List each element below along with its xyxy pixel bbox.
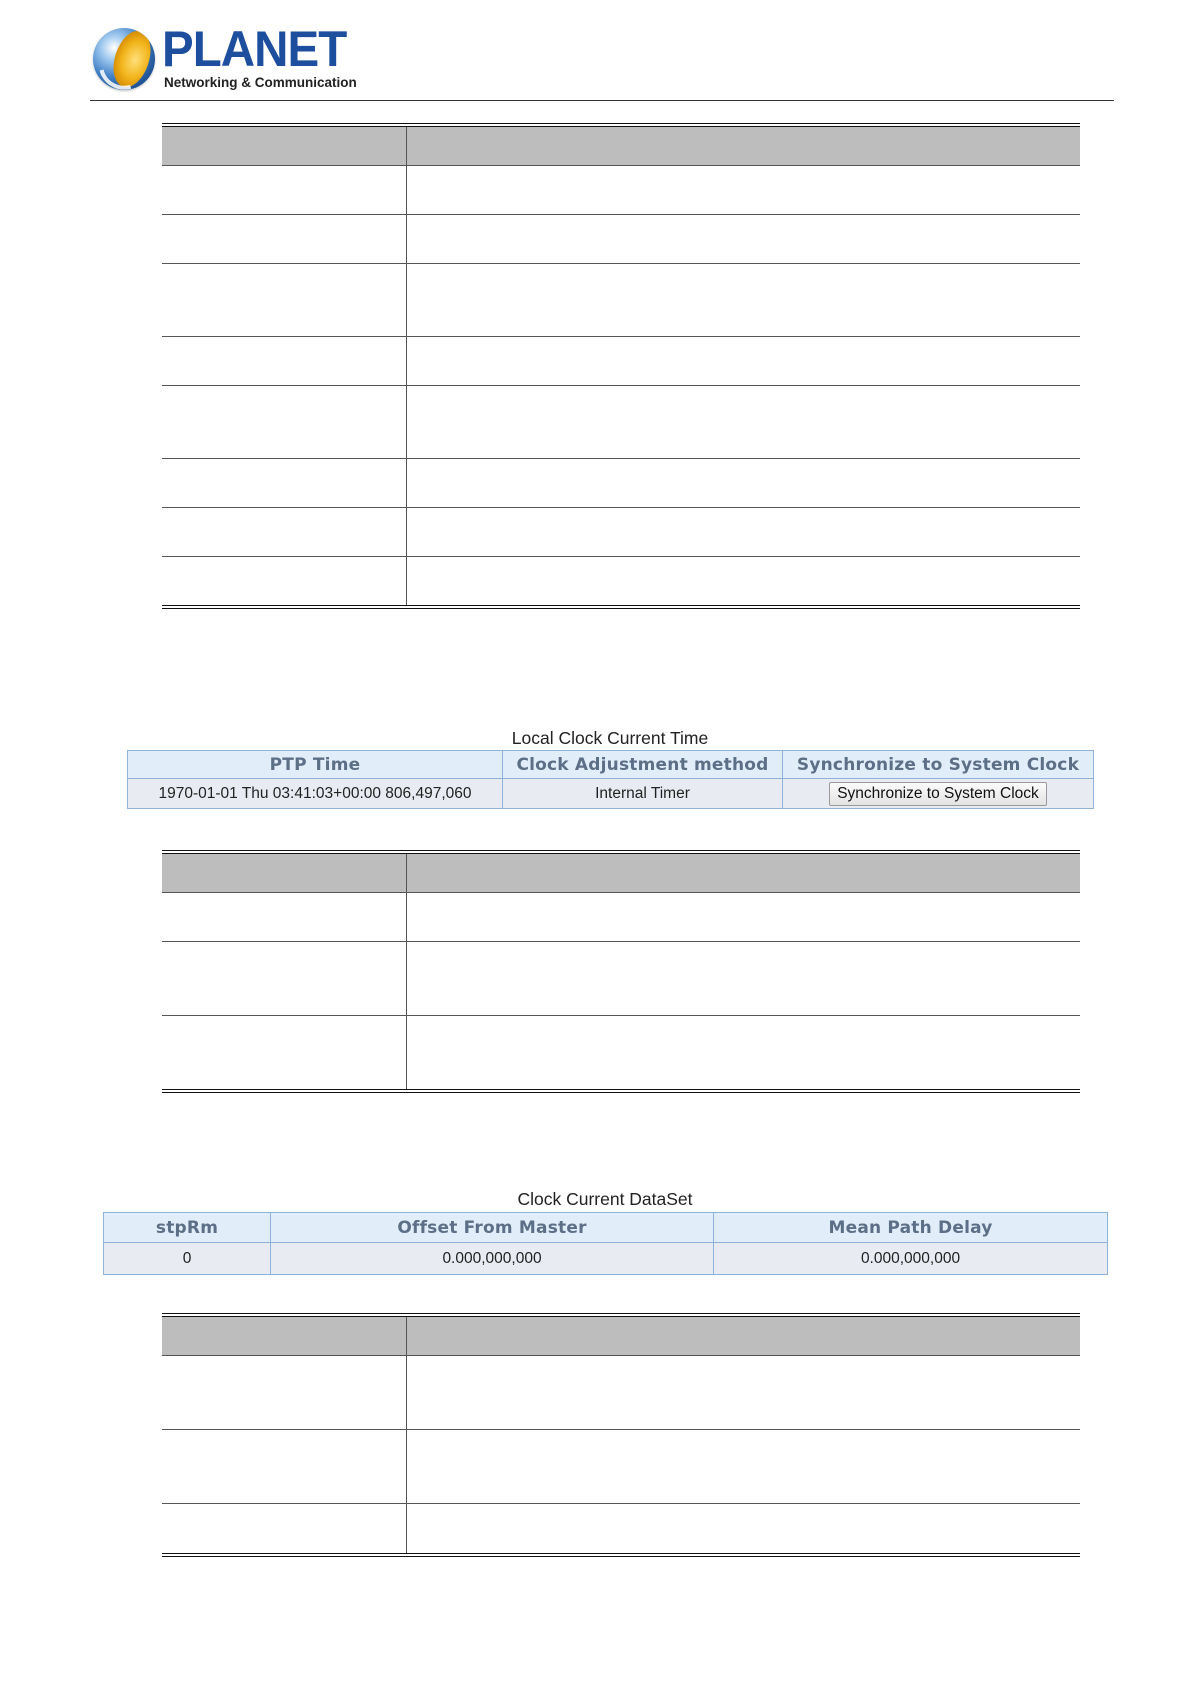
table-row xyxy=(162,557,1080,605)
local-clock-table xyxy=(127,750,1094,809)
synchronize-to-system-clock-button[interactable]: Synchronize to System Clock xyxy=(829,782,1047,806)
planet-logo-icon xyxy=(93,28,155,90)
sync-cell xyxy=(783,779,1094,809)
column-header-ptp-time: PTP Time xyxy=(128,751,503,779)
column-header-offset-from-master: Offset From Master xyxy=(271,1213,714,1243)
column-header-mean-path-delay: Mean Path Delay xyxy=(714,1213,1108,1243)
column-header-synchronize: Synchronize to System Clock xyxy=(783,751,1094,779)
ptp-time-value: 1970-01-01 Thu 03:41:03+00:00 806,497,060 xyxy=(128,779,503,809)
header-divider xyxy=(90,100,1114,101)
table-row xyxy=(162,215,1080,264)
description-table-3 xyxy=(162,1313,1080,1557)
table-row xyxy=(128,779,1094,809)
table-row xyxy=(162,508,1080,557)
description-table-2 xyxy=(162,850,1080,1093)
description-table-1 xyxy=(162,123,1080,609)
column-header-stprm: stpRm xyxy=(104,1213,271,1243)
table-row xyxy=(162,459,1080,508)
offset-from-master-value: 0.000,000,000 xyxy=(271,1243,714,1275)
clock-dataset-title: Clock Current DataSet xyxy=(517,1189,693,1209)
table-row xyxy=(162,166,1080,215)
clock-dataset-table xyxy=(103,1212,1108,1275)
table-row xyxy=(162,386,1080,459)
table-row xyxy=(162,893,1080,942)
adjustment-method-value: Internal Timer xyxy=(503,779,783,809)
column-header-clock-adjustment-method: Clock Adjustment method xyxy=(503,751,783,779)
table-row xyxy=(162,1016,1080,1089)
stprm-value: 0 xyxy=(104,1243,271,1275)
local-clock-title: Local Clock Current Time xyxy=(511,728,709,748)
brand-name: PLANET xyxy=(162,21,347,77)
brand-tagline: Networking & Communication xyxy=(164,75,357,90)
table-row xyxy=(162,942,1080,1016)
table-header-row xyxy=(162,127,1080,166)
table-header-row xyxy=(162,854,1080,893)
table-row xyxy=(162,1504,1080,1553)
table-row xyxy=(162,1430,1080,1504)
table-row xyxy=(162,337,1080,386)
mean-path-delay-value: 0.000,000,000 xyxy=(714,1243,1108,1275)
table-header-row xyxy=(162,1317,1080,1356)
table-row xyxy=(162,264,1080,337)
table-row xyxy=(104,1243,1108,1275)
table-row xyxy=(162,1356,1080,1430)
